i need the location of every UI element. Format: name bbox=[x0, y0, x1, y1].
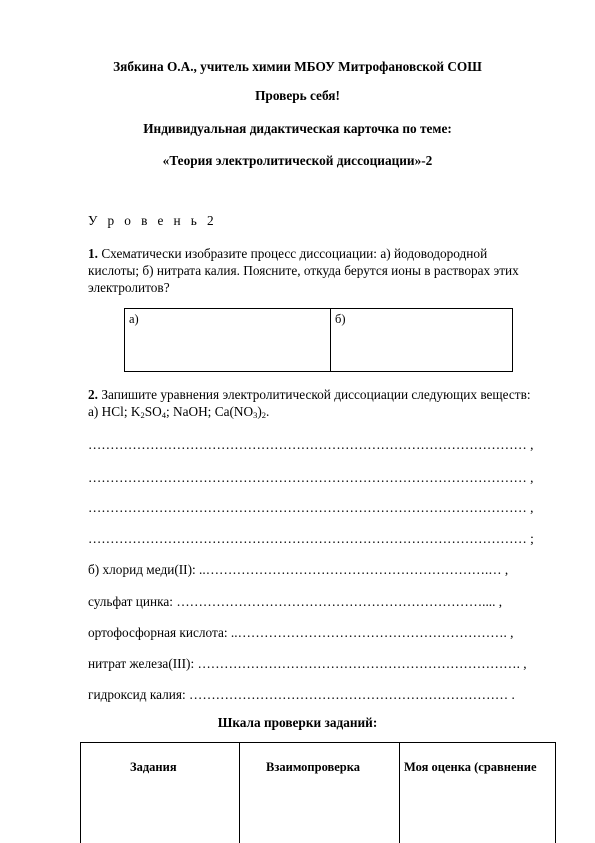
answer-cell-a-label: а) bbox=[129, 312, 139, 326]
author-line: Зябкина О.А., учитель химии МБОУ Митрофановской СОШ bbox=[113, 59, 482, 74]
item-zinc-sulfate: сульфат цинка: …………………………………………………………….... , bbox=[88, 594, 503, 609]
answer-dot-line: ……………………………………………………………………………………… ; bbox=[88, 531, 534, 546]
item-copper-chloride: б) хлорид меди(II): ..……………………………………………………….… , bbox=[88, 562, 509, 577]
answer-dot-line: ……………………………………………………………………………………… , bbox=[88, 500, 534, 515]
task2-number: 2. bbox=[88, 387, 98, 402]
item-iron-nitrate: нитрат железа(III): ………………………………………………………………. , bbox=[88, 656, 527, 671]
task1-number: 1. bbox=[88, 246, 98, 261]
scale-header-tasks: Задания bbox=[130, 760, 177, 774]
task2-line1: Запишите уравнения электролитической диссоциации следующих веществ: bbox=[101, 387, 531, 402]
scale-header-peer-check: Взаимопроверка bbox=[266, 760, 361, 774]
scale-table bbox=[80, 742, 556, 843]
scale-col-divider bbox=[239, 743, 240, 843]
task1-text bbox=[88, 245, 558, 296]
task1-line2: кислоты; б) нитрата калия. Поясните, откуда берутся ионы в растворах этих bbox=[88, 263, 519, 278]
scale-title: Шкала проверки заданий: bbox=[217, 715, 378, 730]
answer-dot-line: ……………………………………………………………………………………… , bbox=[88, 470, 534, 485]
task2-formulas: а) HCl; $K_2SO_4$; NaOH; $Ca(NO_3)_2$. bbox=[88, 404, 270, 420]
scale-col-divider bbox=[399, 743, 400, 843]
card-subtitle: Индивидуальная дидактическая карточка по теме: bbox=[143, 121, 452, 136]
task1-line1: Схематически изобразите процесс диссоциации: а) йодоводородной bbox=[101, 246, 488, 261]
answer-box-divider bbox=[330, 309, 331, 371]
scale-header-my-grade: Моя оценка (сравнение bbox=[404, 760, 537, 774]
level-label: У р о в е н ь 2 bbox=[88, 213, 217, 228]
answer-box bbox=[124, 308, 513, 372]
item-potassium-hydroxide: гидроксид калия: ……………………………………………………………… . bbox=[88, 687, 515, 702]
page-title: Проверь себя! bbox=[255, 88, 340, 103]
answer-cell-b-label: б) bbox=[335, 312, 346, 326]
item-phosphoric-acid: ортофосфорная кислота: ..……………………………………………………. , bbox=[88, 625, 514, 640]
answer-dot-line: ……………………………………………………………………………………… , bbox=[88, 437, 534, 452]
topic-title: «Теория электролитической диссоциации»-2 bbox=[162, 153, 433, 168]
task1-line3: электролитов? bbox=[88, 280, 170, 295]
task2-text bbox=[88, 386, 558, 424]
